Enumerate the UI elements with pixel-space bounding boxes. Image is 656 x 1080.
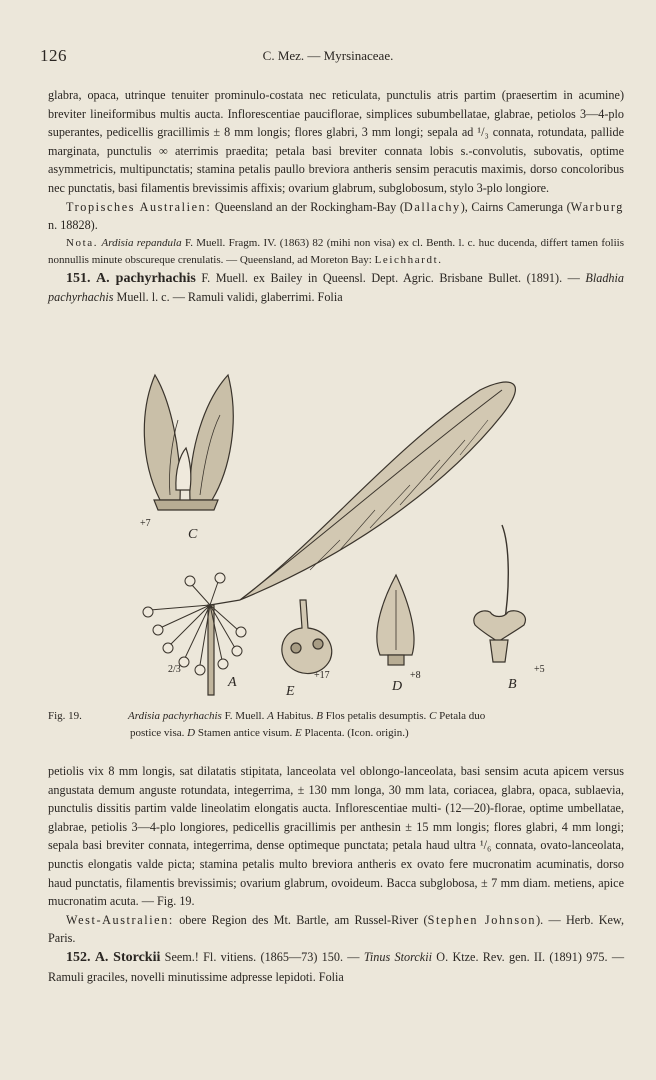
figure-label-c: C <box>188 527 198 542</box>
figure-label-e: E <box>286 684 295 699</box>
species-title: A. Storckii <box>94 949 161 965</box>
magnification-c: +7 <box>140 518 151 529</box>
species-title: A. pachyrhachis <box>96 270 196 286</box>
species-number: 151. <box>66 270 91 286</box>
description-paragraph: glabra, opaca, utrinque tenuiter prominulo-costata nec reticulata, punctulis atris partim (praesertim in acumine) breviter lineiformibus multis aucta. Inflorescentiae pauciflorae, simplices subumbellatae, glabrae, petiolos 3—4-plo superantes, pedicellis gracillimis ± 8 mm longis; flores glabri, 3 mm longi; sepala ad ¹/₃ connata, rotundata, pallide marginata, punctulis ∞ aterrimis praedita; petala basi breviter connata lobis s.-convolutis, subovatis, optime asymmetricis, multipunctatis; stamina petalis paullo breviora antheris sensim peracutis maximis, dorso concoloribus nec punctatis, basi filamentis brevissimis affixis; ovarium glabrum, subglobosum, stylo 3-plo longiore. <box>48 88 624 195</box>
distribution-paragraph: Tropisches Australien: Queensland an der Rockingham-Bay (Dallachy), Cairns Camerunga (Warburg n. 18828). <box>48 199 624 233</box>
synonym-name: Tinus Storckii <box>363 949 432 964</box>
nota-paragraph: Nota. Ardisia repandula F. Muell. Fragm. IV. (1863) 82 (mihi non visa) ex cl. Benth. l. c. huc ducenda, differt tamen foliis nonnullis minute obscureque crenulatis. — Queensland, ad Moreton Bay: Leichhardt. <box>48 236 625 266</box>
magnification-d: +8 <box>410 670 421 681</box>
page-number: 126 <box>40 46 67 65</box>
figure-c-petals <box>144 375 233 510</box>
figure-a-umbel <box>143 573 246 675</box>
collector-name: Warburg <box>570 199 624 214</box>
synonym-name: Bladhia pachyrhachis <box>48 270 624 305</box>
figure-label-b: B <box>508 677 517 692</box>
text-block-bottom <box>48 762 624 986</box>
figure-a-habitus <box>208 382 515 695</box>
magnification-a: 2/3 <box>168 664 181 675</box>
species-entry-151: 151. A. pachyrhachis F. Muell. ex Bailey in Queensl. Dept. Agric. Brisbane Bullet. (1891). — Bladhia pachyrhachis Muell. l. c. — Ramuli validi, glaberrimi. Folia <box>48 270 624 305</box>
caption-line-1: Fig. 19. Ardisia pachyrhachis F. Muell. A Habitus. B Flos petalis desumptis. C Petala duo <box>48 708 624 725</box>
collector-name: Leichhardt <box>374 253 439 266</box>
distribution-label: Tropisches Australien: <box>66 199 212 214</box>
botanical-illustration <box>110 360 570 705</box>
text-block-top <box>48 86 624 307</box>
species-entry-152: 152. A. Storckii Seem.! Fl. vitiens. (1865—73) 150. — Tinus Storckii O. Ktze. Rev. gen. II. (1891) 975. — Ramuli graciles, novelli minutissime adpresse lepidoti. Folia <box>48 949 625 984</box>
figure-label-a: A <box>228 675 237 690</box>
nota-label: Nota. <box>66 236 99 249</box>
page-header <box>40 46 616 68</box>
figure-d-stamen <box>377 575 414 665</box>
caption-line-2: postice visa. D Stamen antice visum. E Placenta. (Icon. origin.) <box>130 727 409 739</box>
figure-e-placenta <box>282 600 332 674</box>
collector-name: Dallachy <box>403 199 461 214</box>
distribution-paragraph: West-Australien: obere Region des Mt. Bartle, am Russel-River (Stephen Johnson). — Herb. Kew, Paris. <box>48 912 624 946</box>
collector-name: Stephen Johnson <box>427 912 537 927</box>
running-head: C. Mez. — Myrsinaceae. <box>262 48 394 63</box>
magnification-e: +17 <box>314 670 330 681</box>
description-paragraph: petiolis vix 8 mm longis, sat dilatatis stipitata, lanceolata vel oblongo-lanceolata, basi sensim acuta apicem versus angustata demum anguste rotundata, integerrima, ± 130 mm longa, 30 mm lata, coriacea, glabra, opaca, sublaevia, punctulis dissitis partim valde lineolatim elongatis aucta. Inflorescentiae multi- (12—20)-florae, optime umbellatae, glabrae, petiolis 3—4-plo longiores, pedicellis gracillimis per anthesin ± 15 mm longis; flores glabri, 4 mm longi; sepala basi breviter connata, integerrima, dense optimeque punctata; petala haud ultra ¹/₆ connata, ovato-lanceolata, punctis elongatis valde picta; stamina petalis multo breviora antheris ex ovato fere mucronatim acuminatis, dorso haud punctatis, filamentis brevissimis; ovarium glabrum, ovoideum. Bacca subglobosa, ± 7 mm diam. metiens, apice mucronatim acuta. — Fig. 19. <box>48 764 624 909</box>
species-name: Ardisia repandula <box>101 236 182 249</box>
magnification-b: +5 <box>534 664 545 675</box>
figure-b-flower <box>474 525 526 662</box>
caption-species: Ardisia pachyrhachis <box>128 710 222 722</box>
species-number: 152. <box>66 949 91 965</box>
distribution-label: West-Australien: <box>66 912 174 927</box>
figure-caption <box>48 708 624 742</box>
figure-number: Fig. 19. <box>48 710 82 722</box>
figure-label-d: D <box>392 679 403 694</box>
illustration-svg <box>110 360 570 705</box>
